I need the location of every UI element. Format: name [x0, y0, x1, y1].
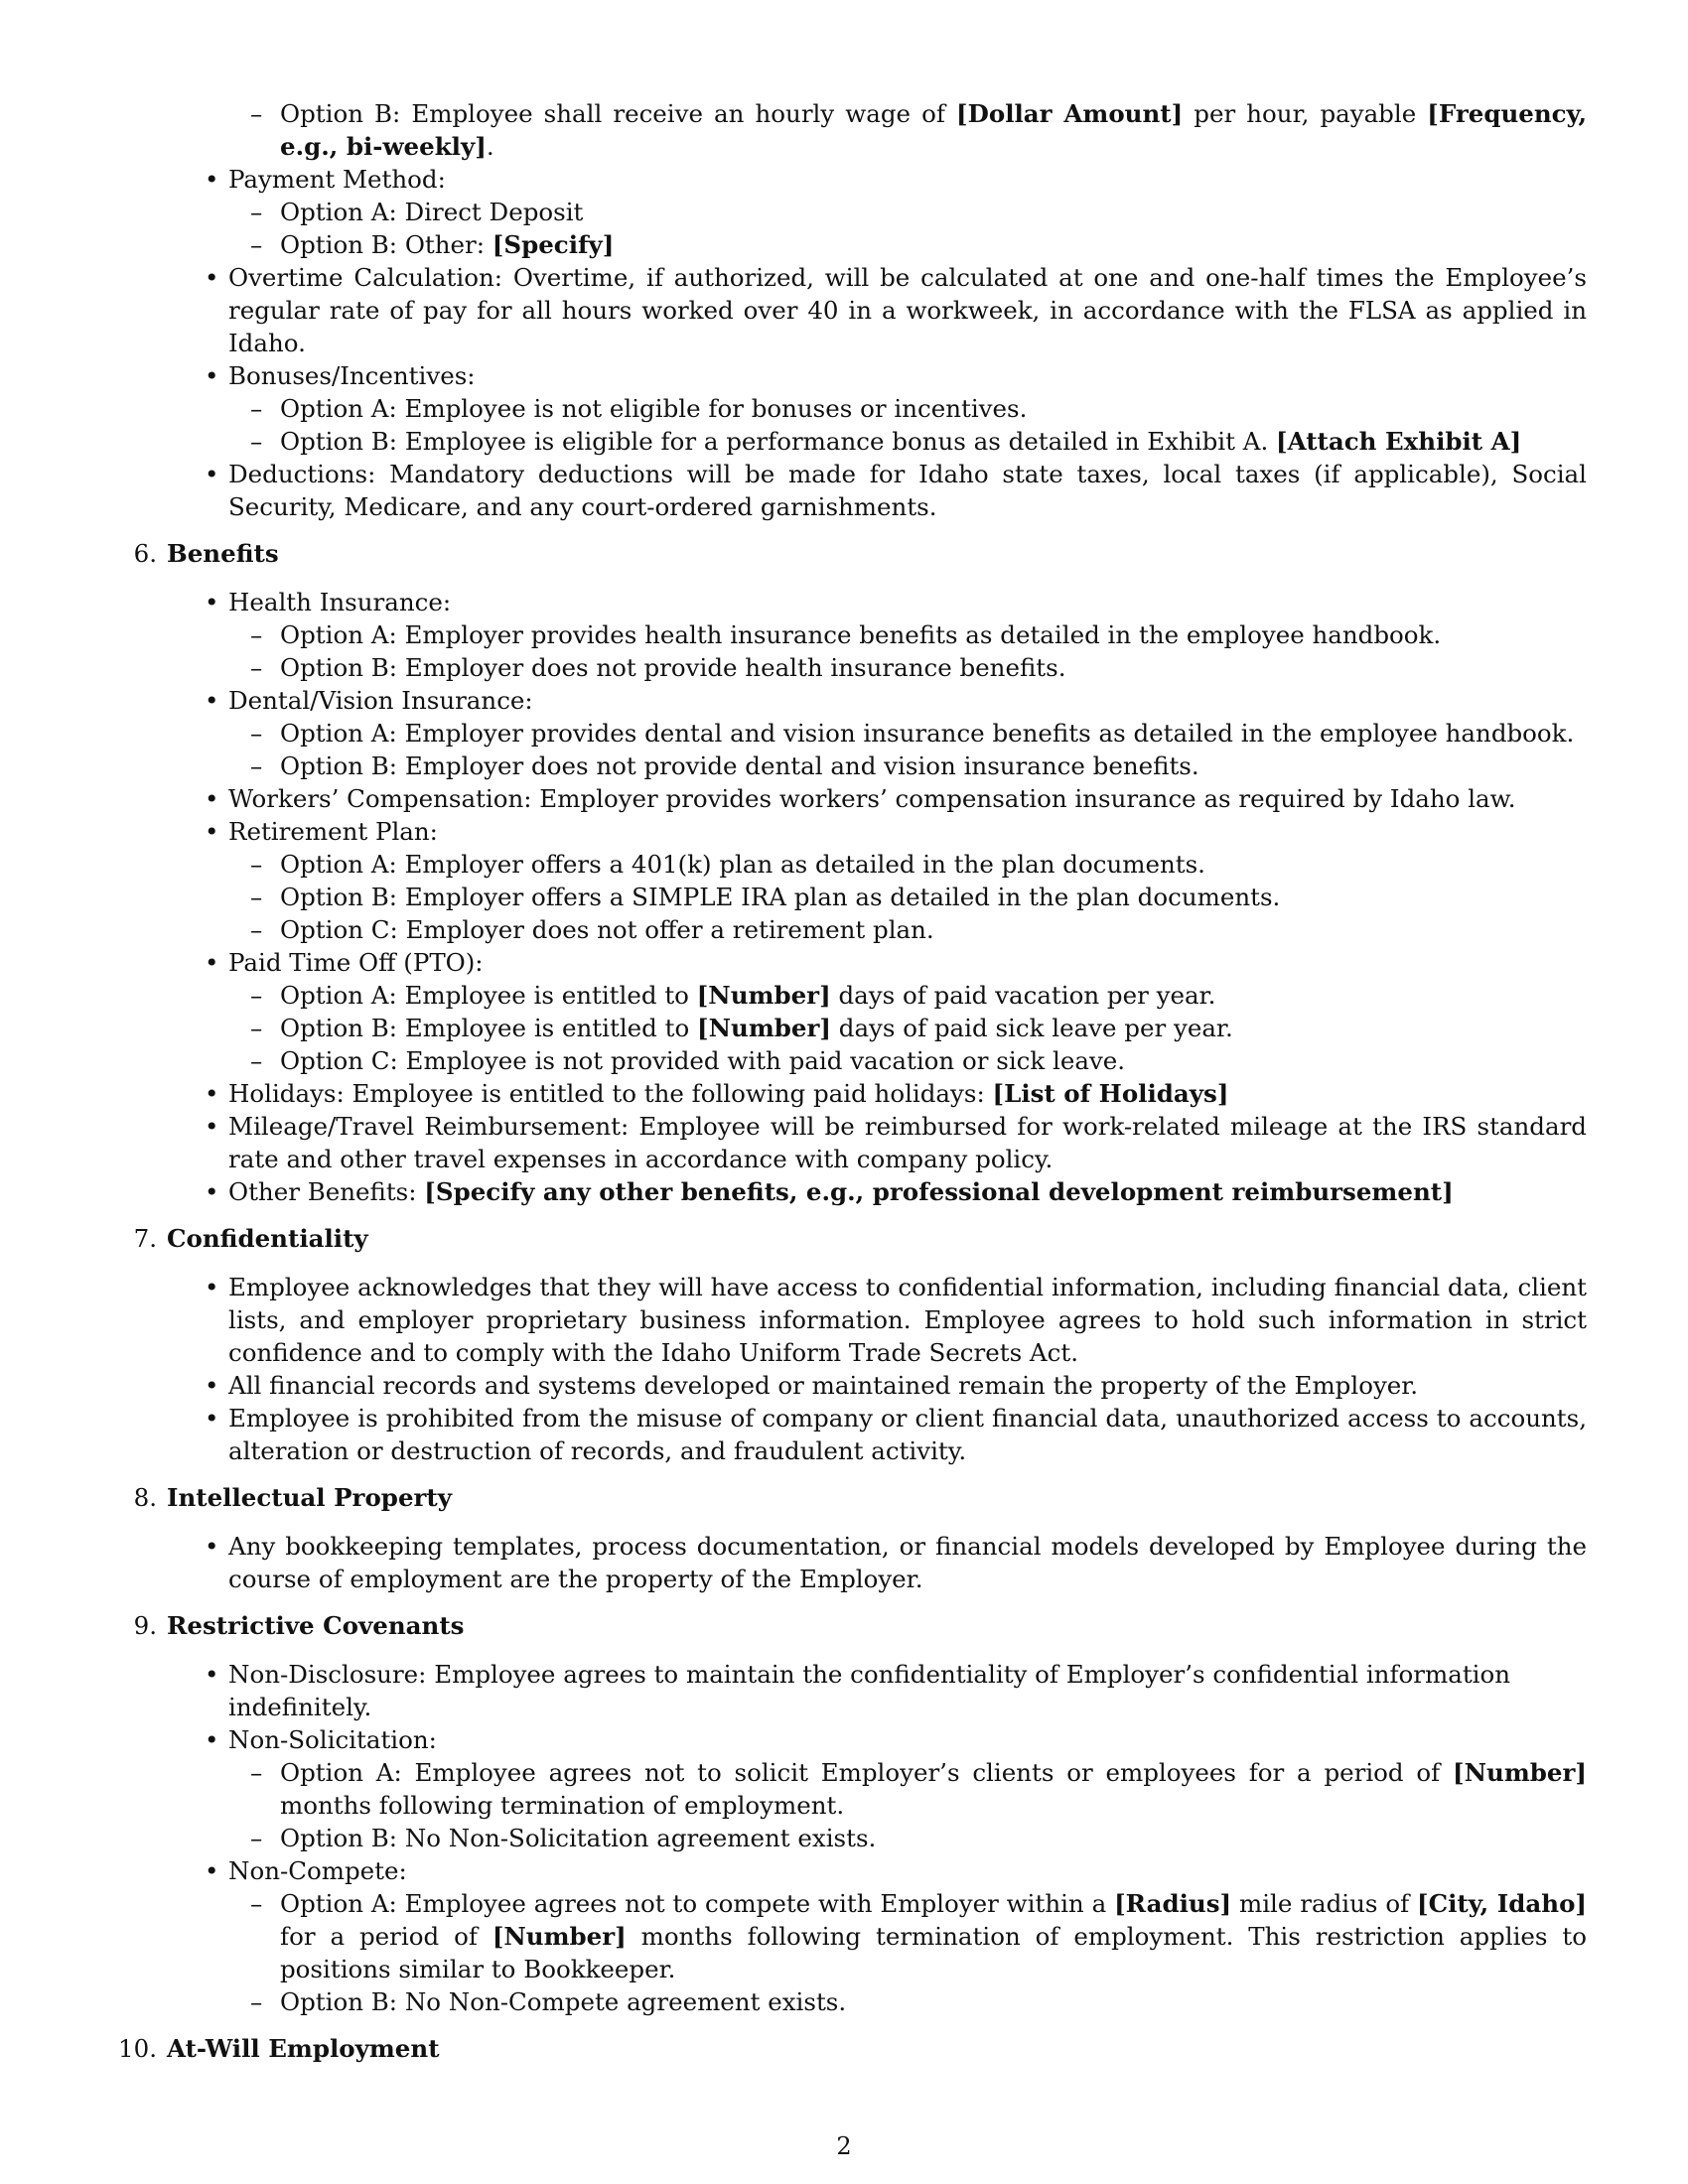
section-number: 6.	[133, 539, 157, 568]
item-label: Retirement Plan:	[228, 817, 438, 846]
option-item	[250, 1756, 1587, 1822]
option-text: for a period of	[280, 1922, 492, 1951]
option-item	[250, 881, 1587, 913]
option-text: Option A: Direct Deposit	[280, 198, 584, 226]
item-text: Other Benefits:	[228, 1177, 425, 1206]
blank-specify: [Specify]	[492, 230, 615, 259]
retirement-options	[228, 848, 1587, 946]
option-text: .	[486, 132, 494, 161]
option-item	[250, 228, 1587, 261]
dash-marker: –	[250, 981, 263, 1010]
blank-dollar-amount: [Dollar Amount]	[956, 99, 1184, 128]
blank-number: [Number]	[697, 1014, 831, 1042]
health-insurance-item	[205, 586, 1587, 684]
bullet-marker: •	[205, 948, 219, 977]
section-number: 7.	[133, 1224, 157, 1253]
page-number: 2	[836, 2132, 852, 2160]
bullet-marker: •	[205, 1404, 219, 1433]
option-item	[250, 1887, 1587, 1985]
section-title: At-Will Employment	[167, 2034, 440, 2063]
section-restrictive-covenants	[117, 1609, 1587, 2018]
item-label: Non-Compete:	[228, 1856, 407, 1885]
bullet-marker: •	[205, 1532, 219, 1561]
blank-radius: [Radius]	[1114, 1889, 1232, 1918]
bullet-marker: •	[205, 1371, 219, 1400]
non-disclosure-item	[205, 1658, 1587, 1723]
section-heading	[117, 537, 1587, 570]
dash-marker: –	[250, 394, 263, 423]
holidays-item	[205, 1077, 1587, 1110]
option-item	[250, 1044, 1587, 1077]
deductions-item	[205, 458, 1587, 523]
section-heading	[117, 1609, 1587, 1642]
pto-item	[205, 946, 1587, 1077]
bullet-marker: •	[205, 1177, 219, 1206]
dash-marker: –	[250, 230, 263, 259]
option-item	[250, 196, 1587, 228]
section-at-will-employment	[117, 2032, 1587, 2065]
compensation-continued	[117, 97, 1587, 523]
dash-marker: –	[250, 915, 263, 944]
bullet-marker: •	[205, 1856, 219, 1885]
item-text: Mileage/Travel Reimbursement: Employee will be reimbursed for work-related mileage at the IRS standard rate and other travel expenses in accordance with company policy.	[228, 1112, 1587, 1173]
item-text: Employee acknowledges that they will have access to confidential information, including financial data, client lists, and employer proprietary business information. Employee agrees to hold such information in strict confidence and to comply with the Idaho Uniform Trade Secrets Act.	[228, 1273, 1587, 1367]
dash-marker: –	[250, 1014, 263, 1042]
option-text: Option A: Employer provides dental and vision insurance benefits as detailed in the employee handbook.	[280, 719, 1575, 748]
option-item	[250, 618, 1587, 651]
item-text: Workers’ Compensation: Employer provides workers’ compensation insurance as required by Idaho law.	[228, 784, 1516, 813]
bullet-marker: •	[205, 165, 219, 194]
dash-marker: –	[250, 1824, 263, 1852]
ip-list	[117, 1530, 1587, 1595]
item-text: Deductions: Mandatory deductions will be made for Idaho state taxes, local taxes (if applicable), Social Security, Medicare, and any court-ordered garnishments.	[228, 460, 1587, 521]
section-confidentiality	[117, 1222, 1587, 1467]
blank-other-benefits: [Specify any other benefits, e.g., professional development reimbursement]	[424, 1177, 1454, 1206]
blank-number: [Number]	[1453, 1758, 1587, 1787]
dash-marker: –	[250, 883, 263, 911]
compensation-suboptions	[228, 97, 1587, 163]
bonuses-item	[205, 359, 1587, 458]
option-item	[250, 979, 1587, 1012]
bullet-marker: •	[205, 686, 219, 715]
bullet-marker: •	[205, 361, 219, 390]
option-item	[250, 1822, 1587, 1854]
section-title: Confidentiality	[167, 1224, 368, 1253]
item-text: Non-Disclosure: Employee agrees to maintain the confidentiality of Employer’s confidential information indefinitely.	[228, 1660, 1511, 1721]
dash-marker: –	[250, 719, 263, 748]
option-text: months following termination of employment.	[280, 1791, 845, 1820]
item-text: Employee is prohibited from the misuse of company or client financial data, unauthorized access to accounts, alteration or destruction of records, and fraudulent activity.	[228, 1404, 1587, 1465]
item-label: Non-Solicitation:	[228, 1725, 437, 1754]
dash-marker: –	[250, 99, 263, 128]
blank-attach-exhibit: [Attach Exhibit A]	[1276, 427, 1522, 456]
dash-marker: –	[250, 198, 263, 226]
section-heading	[117, 1481, 1587, 1514]
list-item	[205, 1402, 1587, 1467]
option-text: Option A: Employee is not eligible for bonuses or incentives.	[280, 394, 1028, 423]
payment-method-item	[205, 163, 1587, 261]
bullet-marker: •	[205, 1660, 219, 1689]
covenants-list	[117, 1658, 1587, 2018]
option-item	[250, 750, 1587, 782]
dash-marker: –	[250, 1987, 263, 2016]
benefits-list	[117, 586, 1587, 1208]
option-b-hourly	[250, 97, 1588, 163]
dash-marker: –	[250, 751, 263, 780]
bullet-marker: •	[205, 460, 219, 488]
section-heading	[117, 1222, 1587, 1255]
list-item	[228, 97, 1587, 163]
item-text: Overtime Calculation: Overtime, if authorized, will be calculated at one and one-half times the Employee’s regular rate of pay for all hours worked over 40 in a workweek, in accordance with the FLSA as applied in Idaho.	[228, 263, 1587, 357]
dental-options	[228, 717, 1587, 782]
other-benefits-item	[205, 1175, 1587, 1208]
dash-marker: –	[250, 620, 263, 649]
section-title: Restrictive Covenants	[167, 1611, 465, 1640]
section-title: Intellectual Property	[167, 1483, 452, 1512]
option-text: Option A: Employee agrees not to compete with Employer within a	[280, 1889, 1115, 1918]
section-heading	[117, 2032, 1587, 2065]
section-number: 8.	[133, 1483, 157, 1512]
payment-method-options	[228, 196, 1587, 261]
dash-marker: –	[250, 1758, 263, 1787]
option-text: Option B: Employer offers a SIMPLE IRA plan as detailed in the plan documents.	[280, 883, 1281, 911]
blank-number: [Number]	[492, 1922, 627, 1951]
non-solicitation-item	[205, 1723, 1587, 1854]
dash-marker: –	[250, 850, 263, 879]
bullet-marker: •	[205, 1079, 219, 1108]
dash-marker: –	[250, 427, 263, 456]
dental-vision-item	[205, 684, 1587, 782]
list-item	[205, 1530, 1587, 1595]
bullet-marker: •	[205, 784, 219, 813]
option-text: months following termination of employment. This restriction applies to positions similar to Bookkeeper.	[280, 1922, 1587, 1983]
option-text: per hour, payable	[1183, 99, 1428, 128]
item-label: Payment Method:	[228, 165, 446, 194]
option-item	[250, 913, 1587, 946]
section-number: 9.	[133, 1611, 157, 1640]
compensation-list	[117, 97, 1587, 523]
option-text: Option A: Employer provides health insurance benefits as detailed in the employee handbook.	[280, 620, 1442, 649]
option-text: Option B: Employee is eligible for a performance bonus as detailed in Exhibit A.	[280, 427, 1277, 456]
bonuses-options	[228, 392, 1587, 458]
option-text: Option B: No Non-Solicitation agreement exists.	[280, 1824, 877, 1852]
section-intellectual-property	[117, 1481, 1587, 1595]
option-text: Option B: Employee shall receive an hourly wage of	[280, 99, 957, 128]
non-compete-options	[228, 1887, 1587, 2018]
option-text: Option A: Employee is entitled to	[280, 981, 697, 1010]
bullet-marker: •	[205, 263, 219, 292]
dash-marker: –	[250, 653, 263, 682]
overtime-item	[205, 261, 1587, 359]
option-item	[250, 651, 1587, 684]
option-text: mile radius of	[1231, 1889, 1418, 1918]
option-text: Option B: Employer does not provide health insurance benefits.	[280, 653, 1066, 682]
option-item	[250, 848, 1587, 881]
item-label: Health Insurance:	[228, 588, 452, 616]
mileage-item	[205, 1110, 1587, 1175]
item-text: All financial records and systems developed or maintained remain the property of the Employer.	[228, 1371, 1419, 1400]
bullet-marker: •	[205, 817, 219, 846]
bullet-marker: •	[205, 1112, 219, 1141]
blank-list-of-holidays: [List of Holidays]	[992, 1079, 1229, 1108]
item-label: Paid Time Off (PTO):	[228, 948, 484, 977]
option-item	[250, 392, 1587, 425]
option-text: days of paid vacation per year.	[830, 981, 1216, 1010]
workers-comp-item	[205, 782, 1587, 815]
option-item	[250, 717, 1587, 750]
option-text: Option A: Employee agrees not to solicit Employer’s clients or employees for a period of	[280, 1758, 1454, 1787]
option-text: days of paid sick leave per year.	[830, 1014, 1233, 1042]
dash-marker: –	[250, 1889, 263, 1918]
item-text: Any bookkeeping templates, process documentation, or financial models developed by Employee during the course of employment are the property of the Employer.	[228, 1532, 1587, 1593]
bullet-marker: •	[205, 1273, 219, 1301]
option-text: Option B: No Non-Compete agreement exists.	[280, 1987, 847, 2016]
list-item	[205, 1271, 1587, 1369]
retirement-item	[205, 815, 1587, 946]
option-text: Option B: Employer does not provide dental and vision insurance benefits.	[280, 751, 1199, 780]
health-options	[228, 618, 1587, 684]
pto-options	[228, 979, 1587, 1077]
section-number: 10.	[118, 2034, 157, 2063]
option-item	[250, 425, 1587, 458]
document-body	[117, 97, 1587, 2081]
section-title: Benefits	[167, 539, 279, 568]
option-text: Option A: Employer offers a 401(k) plan as detailed in the plan documents.	[280, 850, 1205, 879]
blank-city-idaho: [City, Idaho]	[1417, 1889, 1587, 1918]
item-label: Dental/Vision Insurance:	[228, 686, 533, 715]
blank-frequency: [Frequency, e.g., bi-weekly]	[280, 99, 1588, 161]
dash-marker: –	[250, 1046, 263, 1075]
item-text: Holidays: Employee is entitled to the following paid holidays:	[228, 1079, 993, 1108]
item-label: Bonuses/Incentives:	[228, 361, 476, 390]
confidentiality-list	[117, 1271, 1587, 1467]
section-benefits	[117, 537, 1587, 1208]
list-item	[205, 1369, 1587, 1402]
bullet-marker: •	[205, 588, 219, 616]
option-text: Option C: Employee is not provided with paid vacation or sick leave.	[280, 1046, 1126, 1075]
blank-number: [Number]	[696, 981, 831, 1010]
option-text: Option C: Employer does not offer a retirement plan.	[280, 915, 934, 944]
non-solicitation-options	[228, 1756, 1587, 1854]
option-text: Option B: Employee is entitled to	[280, 1014, 698, 1042]
option-text: Option B: Other:	[280, 230, 492, 259]
non-compete-item	[205, 1854, 1587, 2018]
bullet-marker: •	[205, 1725, 219, 1754]
option-item	[250, 1012, 1587, 1044]
option-item	[250, 1985, 1587, 2018]
